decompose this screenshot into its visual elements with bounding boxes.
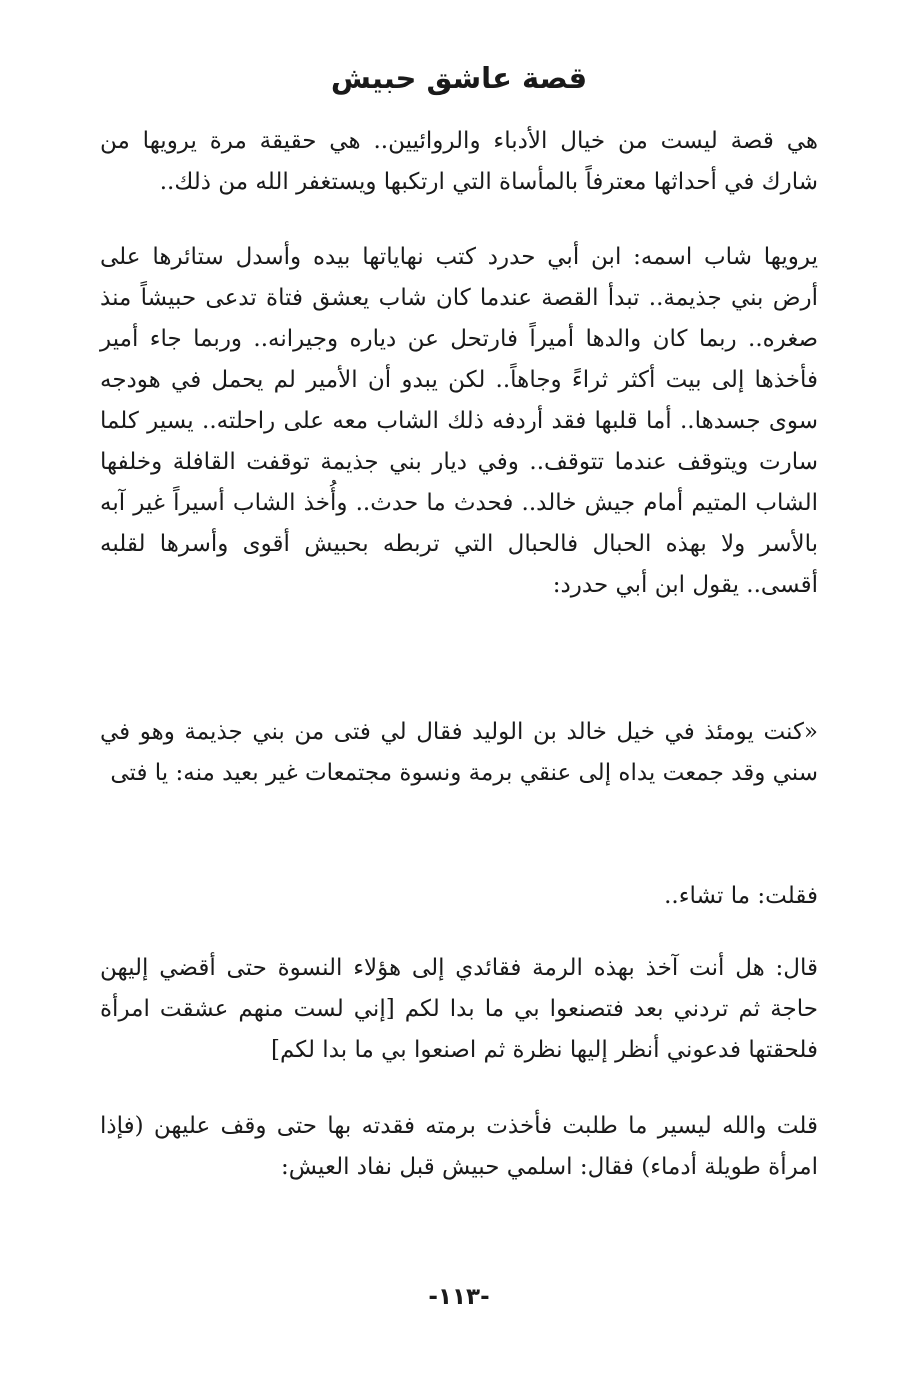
page-number: -١١٣- — [428, 1284, 490, 1310]
chapter-title: قصة عاشق حبيش — [330, 61, 588, 95]
paragraph-meeting: قلت والله ليسير ما طلبت فأخذت برمته فقدته بها حتى وقف عليهن (فإذا امرأة طويلة أدماء) فقال: اسلمي حبيش قبل نفاد العيش: — [100, 1113, 818, 1180]
paragraph-request: قال: هل أنت آخذ بهذه الرمة فقائدي إلى هؤلاء النسوة حتى أقضي إليهن حاجة ثم تردني بعد فتصنعوا بي ما بدا لكم [إني لست منهم عشقت امرأة فلحقتها فدعوني أنظر إليها نظرة ثم اصنعوا بي ما بدا لكم] — [100, 955, 818, 1063]
paragraph-quote-start: «كنت يومئذ في خيل خالد بن الوليد فقال لي فتى من بني جذيمة وهو في سني وقد جمعت يداه إلى عنقي برمة ونسوة مجتمعات غير بعيد منه: يا فتى — [100, 719, 818, 786]
paragraph-story: يرويها شاب اسمه: ابن أبي حدرد كتب نهاياتها بيده وأسدل ستائرها على أرض بني جذيمة.. تبدأ القصة عندما كان شاب يعشق فتاة تدعى حبيشاً منذ صغره.. ربما كان والدها أميراً فارتحل عن دياره وجيرانه.. وربما جاء أمير فأخذها إلى بيت أكثر ثراءً وجاهاً.. لكن يبدو أن الأمير لم يحمل في هودجه سوى جسدها.. أما قلبها فقد أردفه ذلك الشاب معه على راحلته.. يسير كلما سارت ويتوقف عندما تتوقف.. وفي ديار بني جذيمة توقفت القافلة وخلفها الشاب المتيم أمام جيش خالد.. فحدث ما حدث.. وأُخذ الشاب أسيراً غير آبه بالأسر ولا بهذه الحبال فالحبال التي تربطه بحبيش أقوى وأسرها لقلبه أقسى.. يقول ابن أبي حدرد: — [100, 244, 818, 598]
paragraph-intro: هي قصة ليست من خيال الأدباء والروائيين.. هي حقيقة مرة يرويها من شارك في أحداثها معترفاً بالمأساة التي ارتكبها ويستغفر الله من ذلك.. — [100, 128, 818, 195]
paragraph-reply: فقلت: ما تشاء.. — [664, 883, 818, 909]
document-page — [100, 0, 818, 1392]
